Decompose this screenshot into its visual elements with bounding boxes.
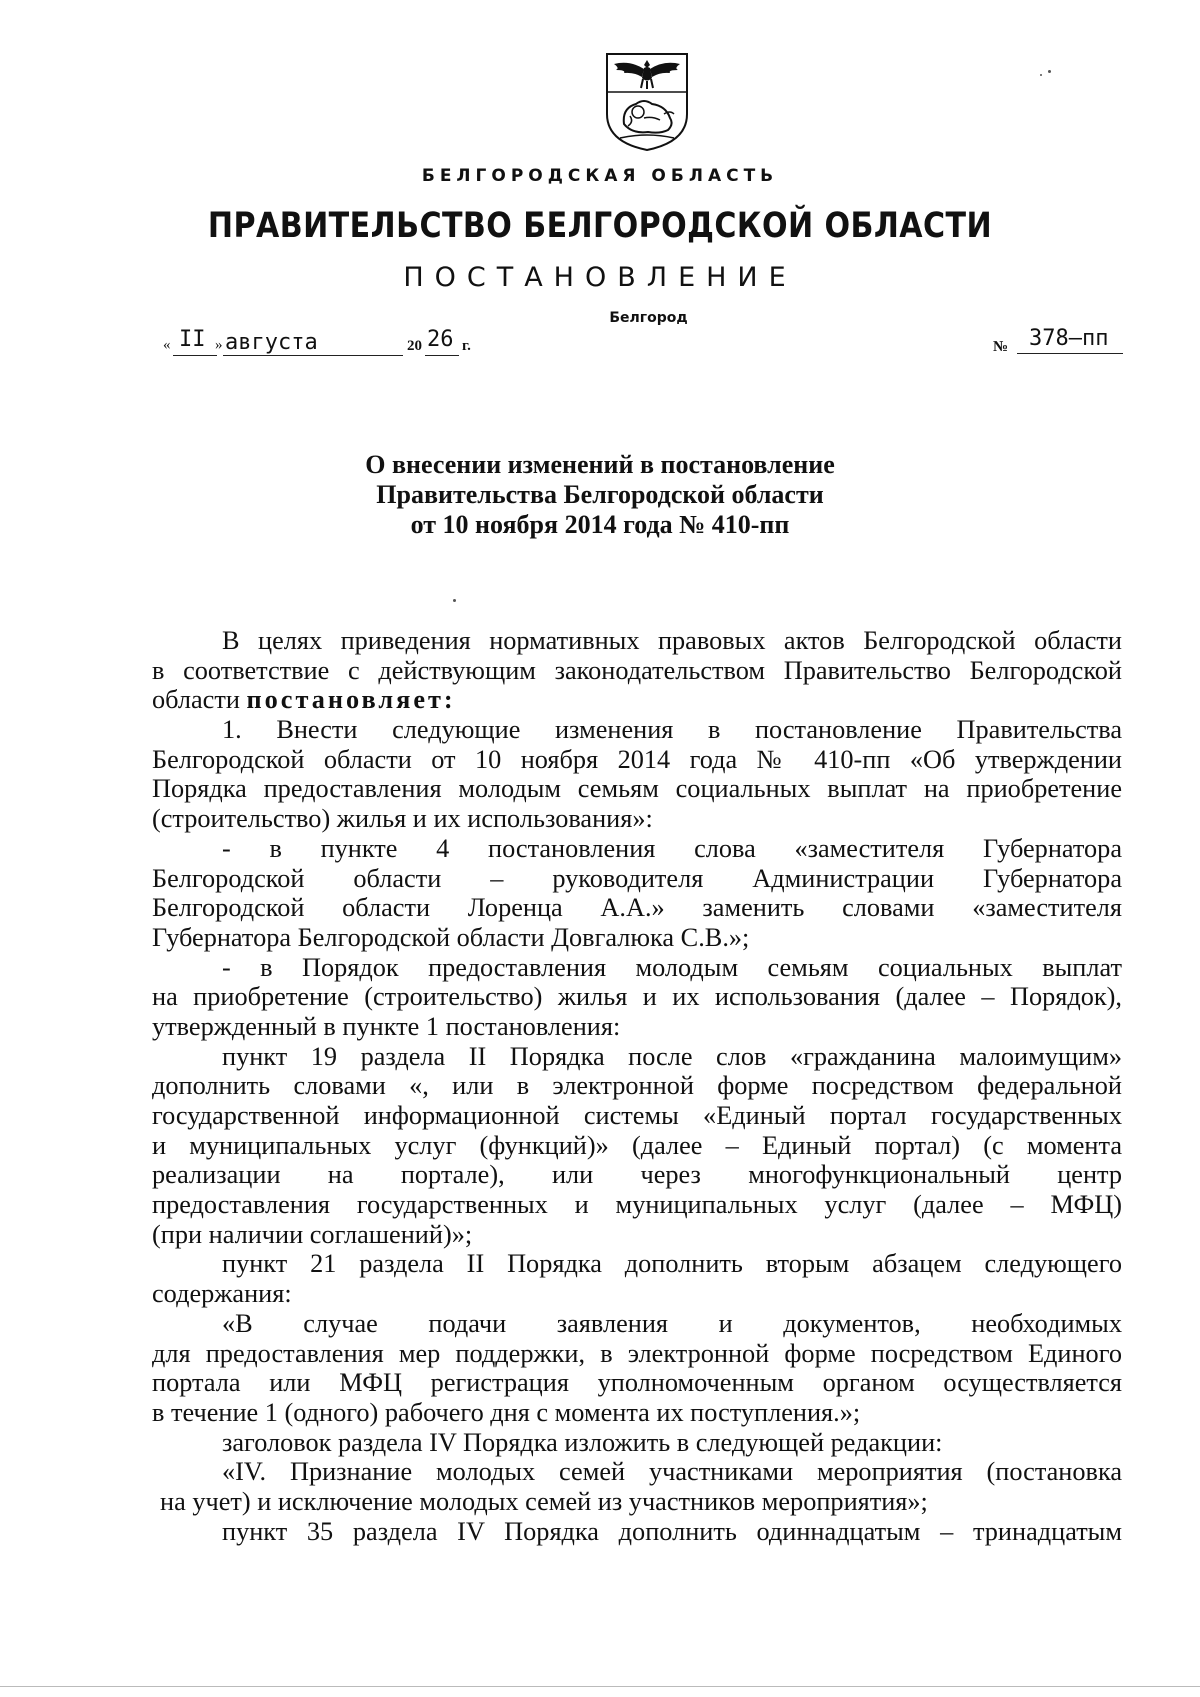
body-line: «В случае подачи заявления и документов, необходимых xyxy=(222,1308,1122,1338)
body-line: на приобретение (строительство) жилья и их использования (далее – Порядок), xyxy=(152,982,1122,1012)
body-line: Белгородской области Лоренца А.А.» заменить словами «заместителя xyxy=(152,893,1122,923)
scan-speck xyxy=(1048,70,1051,73)
number-prefix: № xyxy=(993,339,1009,355)
body-line: пункт 35 раздела IV Порядка дополнить одиннадцатым – тринадцатым xyxy=(222,1516,1122,1546)
date-day-underline xyxy=(173,355,217,356)
body-line: пункт 19 раздела II Порядка после слов «гражданина малоимущим» xyxy=(222,1041,1122,1071)
body-line: (при наличии соглашений)»; xyxy=(152,1219,473,1249)
body-line: в течение 1 (одного) рабочего дня с момента их поступления.»; xyxy=(152,1397,861,1427)
title-line-2: Правительства Белгородской области xyxy=(376,480,824,509)
decree-body xyxy=(152,626,1122,1546)
body-line: в соответствие с действующим законодательством Правительство Белгородской xyxy=(152,655,1122,685)
body-line: Белгородской области – руководителя Администрации Губернатора xyxy=(152,863,1122,893)
belgorod-coat-of-arms-icon xyxy=(604,52,690,152)
body-line: пункт 21 раздела II Порядка дополнить вторым абзацем следующего xyxy=(222,1249,1122,1279)
decree-number xyxy=(993,326,1133,361)
number-value: 378–пп xyxy=(1029,326,1109,351)
body-line: и муниципальных услуг (функций)» (далее – Единый портал) (с момента xyxy=(152,1130,1122,1160)
body-line: (строительство) жилья и их использования»: xyxy=(152,804,653,834)
date-month-underline xyxy=(223,355,403,356)
body-line: «IV. Признание молодых семей участниками мероприятия (постановка xyxy=(222,1457,1122,1487)
body-line: 1. Внести следующие изменения в постановление Правительства xyxy=(222,715,1122,745)
date-month: августа xyxy=(225,330,318,355)
date-day: II xyxy=(179,327,206,352)
body-line xyxy=(152,685,1122,715)
body-line: на учет) и исключение молодых семей из участников мероприятия»; xyxy=(160,1486,928,1516)
number-underline xyxy=(1017,353,1123,354)
body-line: предоставления государственных и муниципальных услуг (далее – МФЦ) xyxy=(152,1190,1122,1220)
date-year-underline xyxy=(425,355,459,356)
body-line: государственной информационной системы «Единый портал государственных xyxy=(152,1101,1122,1130)
document-type: ПОСТАНОВЛЕНИЕ xyxy=(403,262,797,293)
region-name: БЕЛГОРОДСКАЯ ОБЛАСТЬ xyxy=(421,166,779,186)
date-year: 26 xyxy=(427,327,454,352)
city-name: Белгород xyxy=(609,310,688,326)
decree-date xyxy=(163,327,493,361)
body-line: заголовок раздела IV Порядка изложить в следующей редакции: xyxy=(222,1427,943,1457)
scan-bottom-edge xyxy=(0,1686,1200,1687)
body-line: портала или МФЦ регистрация уполномоченным органом осуществляется xyxy=(152,1368,1122,1398)
body-text: области xyxy=(152,685,247,715)
resolves-word: постановляет: xyxy=(246,685,456,715)
date-open-quote: « xyxy=(163,337,171,353)
decree-title xyxy=(0,450,1200,540)
body-line: содержания: xyxy=(152,1279,292,1309)
date-century: 20 xyxy=(407,338,422,354)
government-name: ПРАВИТЕЛЬСТВО БЕЛГОРОДСКОЙ ОБЛАСТИ xyxy=(207,206,993,246)
body-line: Порядка предоставления молодым семьям социальных выплат на приобретение xyxy=(152,774,1122,804)
body-line: утвержденный в пункте 1 постановления: xyxy=(152,1011,621,1041)
body-line: В целях приведения нормативных правовых актов Белгородской области xyxy=(222,626,1122,655)
body-line: - в Порядок предоставления молодым семьям социальных выплат xyxy=(222,952,1122,982)
scan-speck xyxy=(1040,74,1042,76)
scan-speck xyxy=(453,599,456,602)
body-line: - в пункте 4 постановления слова «заместителя Губернатора xyxy=(222,833,1122,863)
date-suffix: г. xyxy=(462,338,471,354)
body-line: дополнить словами «, или в электронной форме посредством федеральной xyxy=(152,1071,1122,1101)
body-line: Белгородской области от 10 ноября 2014 года № 410-пп «Об утверждении xyxy=(152,744,1122,774)
body-line: для предоставления мер поддержки, в электронной форме посредством Единого xyxy=(152,1338,1122,1368)
body-line: реализации на портале), или через многофункциональный центр xyxy=(152,1160,1122,1190)
date-close-quote: » xyxy=(215,337,223,353)
title-line-1: О внесении изменений в постановление xyxy=(365,450,835,479)
title-line-3: от 10 ноября 2014 года № 410-пп xyxy=(410,510,790,539)
body-line: Губернатора Белгородской области Довгалюка С.В.»; xyxy=(152,922,750,952)
